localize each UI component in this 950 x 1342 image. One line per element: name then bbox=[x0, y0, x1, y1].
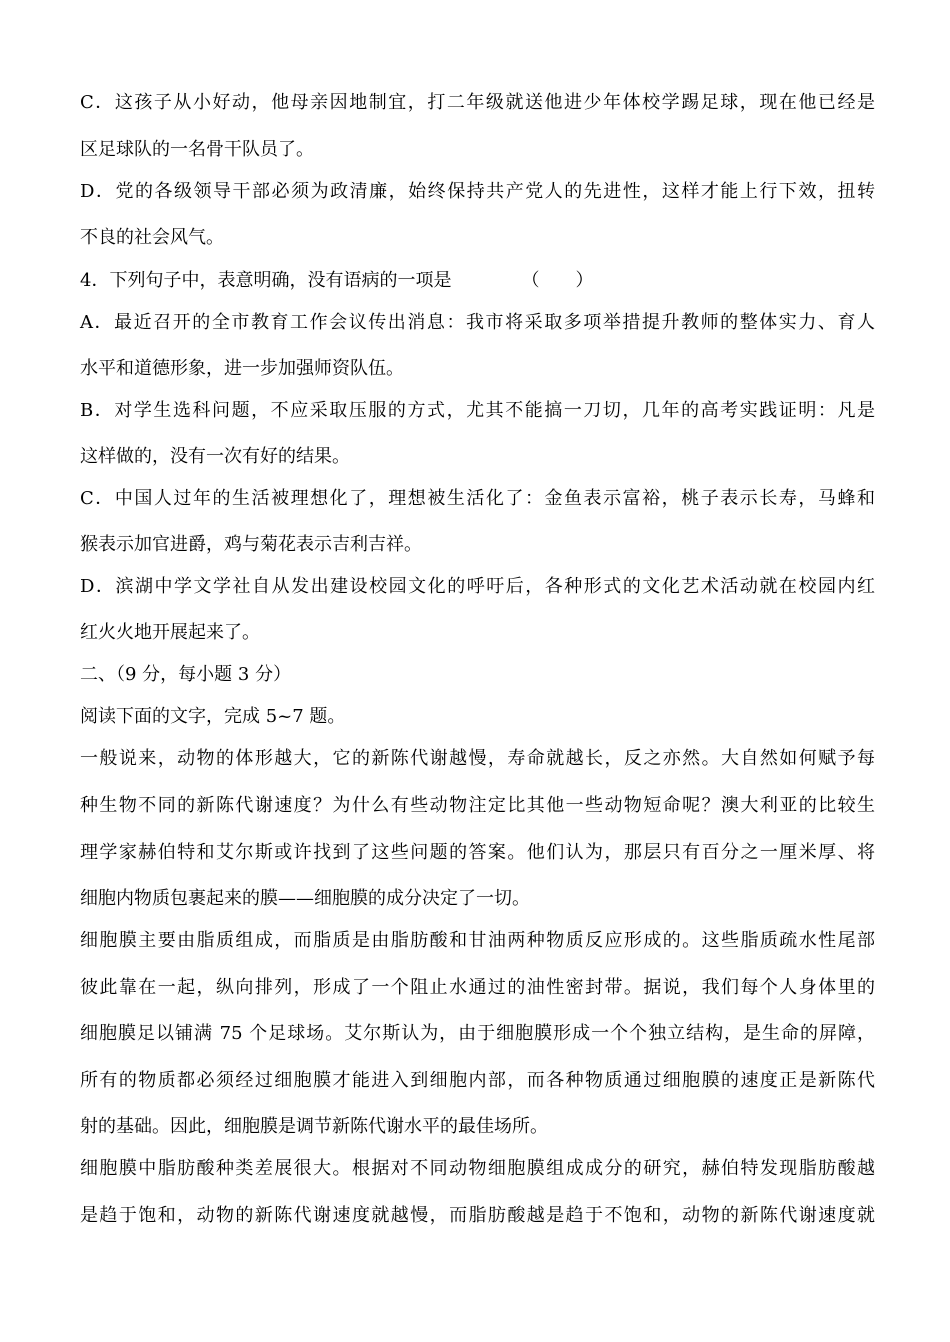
passage-p2-line-1: 细胞膜主要由脂质组成，而脂质是由脂肪酸和甘油两种物质反应形成的。这些脂质疏水性尾部 bbox=[80, 930, 875, 951]
passage-p3-line-2: 是趋于饱和，动物的新陈代谢速度就越慢，而脂肪酸越是趋于不饱和，动物的新陈代谢速度就 bbox=[80, 1205, 875, 1226]
passage-p2-line-3: 细胞膜足以铺满 75 个足球场。艾尔斯认为，由于细胞膜形成一个个独立结构，是生命的屏障， bbox=[80, 1023, 875, 1044]
q3-option-d-line-2: 不良的社会风气。 bbox=[80, 227, 224, 248]
q4-stem-text: 4．下列句子中，表意明确，没有语病的一项是 bbox=[80, 270, 452, 291]
passage-p2-line-4: 所有的物质都必须经过细胞膜才能进入到细胞内部，而各种物质通过细胞膜的速度正是新陈代 bbox=[80, 1070, 875, 1091]
reading-instruction: 阅读下面的文字，完成 5~7 题。 bbox=[80, 706, 346, 727]
passage-p1-line-4: 细胞内物质包裹起来的膜——细胞膜的成分决定了一切。 bbox=[80, 888, 530, 909]
passage-p1-line-3: 理学家赫伯特和艾尔斯或许找到了这些问题的答案。他们认为，那层只有百分之一厘米厚、将 bbox=[80, 842, 875, 863]
passage-p3-line-1: 细胞膜中脂肪酸种类差展很大。根据对不同动物细胞膜组成成分的研究，赫伯特发现脂肪酸越 bbox=[80, 1158, 875, 1179]
q4-option-b-line-2: 这样做的，没有一次有好的结果。 bbox=[80, 446, 350, 467]
passage-p1-line-2: 种生物不同的新陈代谢速度？为什么有些动物注定比其他一些动物短命呢？澳大利亚的比较生 bbox=[80, 795, 875, 816]
section-two-heading: 二、（9 分，每小题 3 分） bbox=[80, 664, 292, 685]
q4-option-d-line-2: 红火火地开展起来了。 bbox=[80, 622, 260, 643]
q4-option-a-line-2: 水平和道德形象，进一步加强师资队伍。 bbox=[80, 358, 404, 379]
q4-option-a-line-1: A．最近召开的全市教育工作会议传出消息：我市将采取多项举措提升教师的整体实力、育人 bbox=[80, 312, 875, 333]
q3-option-c-line-1: C．这孩子从小好动，他母亲因地制宜，打二年级就送他进少年体校学踢足球，现在他已经是 bbox=[80, 92, 875, 113]
q3-option-c-line-2: 区足球队的一名骨干队员了。 bbox=[80, 139, 314, 160]
q4-option-d-line-1: D．滨湖中学文学社自从发出建设校园文化的呼吁后，各种形式的文化艺术活动就在校园内红 bbox=[80, 576, 875, 597]
q4-answer-blank: （ ） bbox=[521, 270, 594, 291]
q4-stem bbox=[80, 270, 875, 292]
q4-option-b-line-1: B．对学生选科问题，不应采取压服的方式，尤其不能搞一刀切，几年的高考实践证明：凡是 bbox=[80, 400, 875, 421]
passage-p2-line-5: 射的基础。因此，细胞膜是调节新陈代谢水平的最佳场所。 bbox=[80, 1116, 548, 1137]
passage-p1-line-1: 一般说来，动物的体形越大，它的新陈代谢越慢，寿命就越长，反之亦然。大自然如何赋予每 bbox=[80, 748, 875, 769]
q4-option-c-line-2: 猴表示加官进爵，鸡与菊花表示吉利吉祥。 bbox=[80, 534, 422, 555]
q3-option-d-line-1: D．党的各级领导干部必须为政清廉，始终保持共产党人的先进性，这样才能上行下效，扭转 bbox=[80, 181, 875, 202]
q4-option-c-line-1: C．中国人过年的生活被理想化了，理想被生活化了：金鱼表示富裕，桃子表示长寿，马蜂和 bbox=[80, 488, 875, 509]
passage-p2-line-2: 彼此靠在一起，纵向排列，形成了一个阻止水通过的油性密封带。据说，我们每个人身体里的 bbox=[80, 977, 875, 998]
